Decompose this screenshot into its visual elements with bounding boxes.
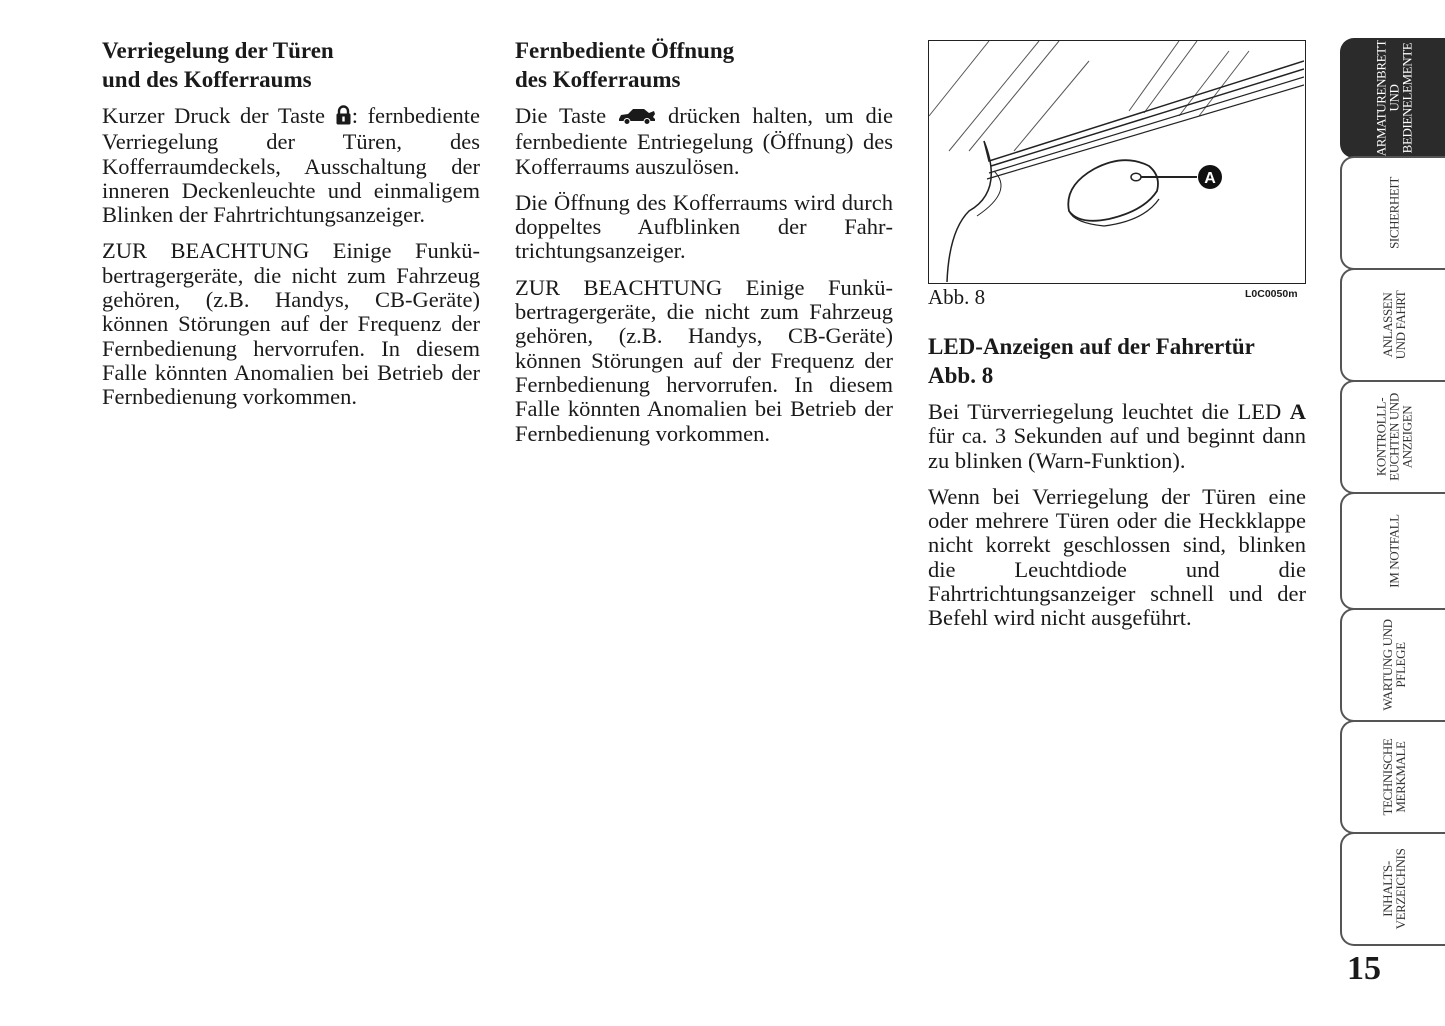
led-bezel (1068, 160, 1159, 226)
column-led-indicators (928, 332, 1306, 643)
car-trunk-icon (618, 106, 656, 130)
column-trunk-opening (515, 36, 893, 458)
tab-kontrollleuchten[interactable]: KONTROLLL- EUCHTEN UND ANZEIGEN (1340, 380, 1445, 494)
figure-caption: Abb. 8 (928, 285, 986, 309)
section-heading-door-locking: Verriegelung der Türen und des Kofferraums (102, 38, 334, 92)
door-led-illustration (929, 41, 1304, 282)
paragraph-double-blink: Die Öffnung des Kofferraums wird durch doppeltes Aufblinken der Fahrtrichtungsanzeiger. (515, 189, 893, 264)
column-door-locking (102, 36, 480, 422)
led-lamp (1131, 173, 1141, 181)
page-number: 15 (1347, 950, 1381, 987)
padlock-icon (335, 105, 352, 130)
figure-code: L0C0050m (1245, 288, 1298, 300)
tab-wartung[interactable]: WARTUNG UND PFLEGE (1340, 608, 1445, 722)
paragraph-note-interference: ZUR BEACHTUNG Einige Funkübertragergeräte, die nicht zum Fahrzeug gehören, (z.B. Handys, CB-Geräte) können Störungen auf der Frequenz der Fernbedienung hervorrufen. In diesem Falle könnten Anomalien bei Betrieb der Fernbedienung vorkommen. (102, 238, 480, 410)
paragraph-led-lock: Bei Türverriegelung leuchtet die LED A für ca. 3 Sekunden auf und beginnt dann zu blinken (Warn-Funktion). (928, 399, 1306, 473)
paragraph-led-fast-blink: Wenn bei Verriegelung der Türen eine oder mehrere Türen oder die Heckklappe nicht korrekt geschlossen sind, blinken die Leuchtdiode und die Fahrtrichtungsanzeiger schnell und der Befehl wird nicht ausgeführt. (928, 483, 1306, 631)
paragraph-lock-press: Kurzer Druck der Taste : fernbediente Verriegelung der Türen, des Kofferraumdeckels, Ausschaltung der inneren Deckenleuchte und einmaligem Blinken der Fahrtrichtungsanzeiger. (102, 103, 481, 228)
tab-sicherheit[interactable]: SICHERHEIT (1340, 156, 1445, 270)
section-heading-led-indicators: LED-Anzeigen auf der Fahrertür Abb. 8 (928, 334, 1255, 388)
paragraph-trunk-button: Die Taste drücken halten, um die fernbediente Entriegelung (Öffnung) des Kofferraums auszulösen. (515, 103, 894, 179)
paragraph-note-interference-2: ZUR BEACHTUNG Einige Funkübertragergeräte, die nicht zum Fahrzeug gehören, (z.B. Handys, CB-Geräte) können Störungen auf der Frequenz der Fernbedienung hervorrufen. In diesem Falle könnten Anomalien bei Betrieb der Fernbedienung vorkommen. (515, 274, 893, 446)
tab-im-notfall[interactable]: IM NOTFALL (1340, 492, 1445, 610)
tab-technische-merkmale[interactable]: TECHNISCHE MERKMALE (1340, 720, 1445, 834)
figure-door-led (928, 40, 1306, 284)
tab-anlassen[interactable]: ANLASSEN UND FAHRT (1340, 268, 1445, 382)
tab-inhaltsverzeichnis[interactable]: INHALTS- VERZEICHNIS (1340, 832, 1445, 946)
tab-armaturenbrett[interactable]: ARMATURENBRETT UND BEDIENELEMENTE (1340, 38, 1445, 158)
section-heading-trunk-opening: Fernbediente Öffnung des Kofferraums (515, 38, 735, 92)
callout-a-label: A (1204, 170, 1216, 187)
